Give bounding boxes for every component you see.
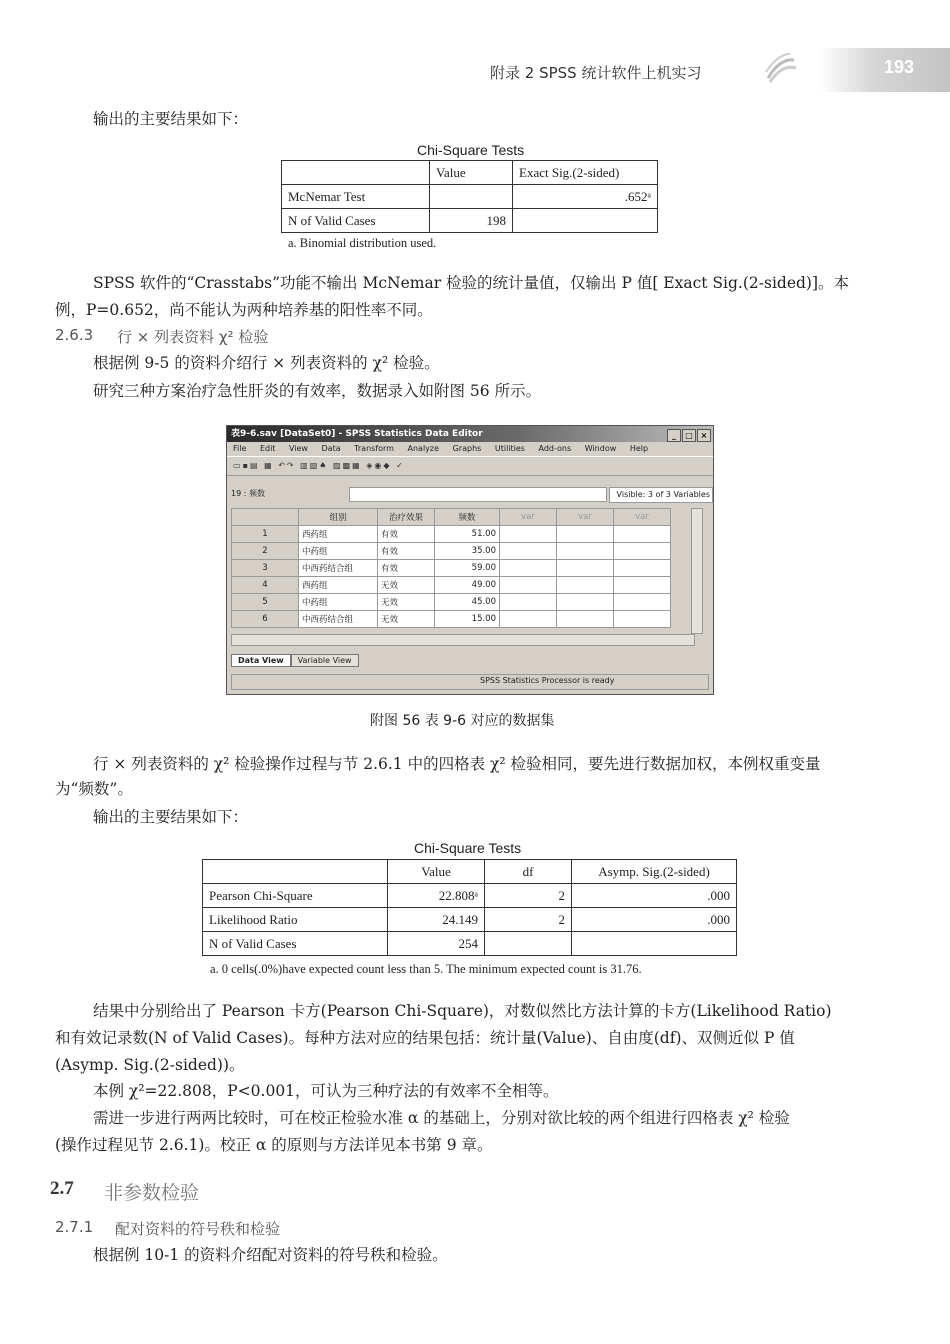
section-2-7-1-title: 配对资料的符号秩和检验: [115, 1220, 281, 1238]
running-header: 附录 2 SPSS 统计软件上机实习: [490, 64, 702, 82]
cell-frequency[interactable]: 59.00: [435, 560, 500, 577]
weight-cases-icon[interactable]: ▦: [352, 461, 362, 470]
table2-row-df: 2: [485, 908, 572, 932]
open-icon[interactable]: ▭: [233, 461, 243, 470]
table2-caption: Chi-Square Tests: [414, 840, 522, 856]
menu-edit[interactable]: Edit: [259, 444, 276, 453]
cell-editor-input[interactable]: [349, 487, 607, 502]
column-header[interactable]: 治疗效果: [378, 509, 435, 526]
cell-reference: 19 : 频数: [231, 487, 349, 501]
table2-row-sig: .000: [572, 884, 737, 908]
split-file-icon[interactable]: ▩: [342, 461, 353, 470]
cell-empty[interactable]: [500, 560, 557, 577]
row-number[interactable]: 6: [232, 611, 299, 628]
redo-icon[interactable]: ↷: [286, 461, 296, 470]
table2-row-df: [485, 932, 572, 956]
minimize-icon[interactable]: _: [667, 429, 681, 442]
section-2-6-3-number: 2.6.3: [55, 326, 94, 344]
menu-transform[interactable]: Transform: [354, 444, 394, 453]
table1-row-value: 198: [430, 209, 513, 233]
table1-header-empty: [282, 161, 430, 185]
cell-group[interactable]: 中西药结合组: [299, 560, 378, 577]
table2-row-value: 22.808ᵃ: [388, 884, 485, 908]
paragraph-line: 和有效记录数(N of Valid Cases)。每种方法对应的结果包括：统计量(Value)、自由度(df)、双侧近似 P 值: [55, 1029, 795, 1047]
table2-header-empty: [203, 860, 388, 884]
table1-header-value: Value: [430, 161, 513, 185]
cell-empty[interactable]: [557, 560, 614, 577]
table1-footnote: a. Binomial distribution used.: [288, 236, 437, 250]
visible-variables: Visible: 3 of 3 Variables: [609, 487, 713, 503]
table2-footnote: a. 0 cells(.0%)have expected count less than 5. The minimum expected count is 31.76.: [210, 962, 642, 976]
spss-data-editor-window: [226, 425, 714, 695]
table1-header-sig: Exact Sig.(2-sided): [513, 161, 658, 185]
menu-bar: [227, 442, 713, 456]
cell-group[interactable]: 西药组: [299, 526, 378, 543]
table-row: [232, 560, 671, 577]
cell-empty[interactable]: [614, 611, 671, 628]
cell-empty[interactable]: [557, 526, 614, 543]
paragraph-line: 本例 χ²=22.808，P<0.001，可认为三种疗法的有效率不全相等。: [93, 1082, 559, 1100]
vertical-scrollbar[interactable]: [691, 508, 703, 634]
cell-empty[interactable]: [614, 560, 671, 577]
table1-caption: Chi-Square Tests: [417, 142, 525, 158]
table1-row-label: N of Valid Cases: [282, 209, 430, 233]
window-titlebar: [227, 426, 713, 442]
cell-empty[interactable]: [614, 543, 671, 560]
paragraph-line: (Asymp. Sig.(2-sided))。: [55, 1056, 245, 1074]
paragraph-line: 研究三种方案治疗急性肝炎的有效率，数据录入如附图 56 所示。: [93, 382, 542, 400]
cell-frequency[interactable]: 35.00: [435, 543, 500, 560]
cell-frequency[interactable]: 49.00: [435, 577, 500, 594]
table2-row-df: 2: [485, 884, 572, 908]
menu-view[interactable]: View: [288, 444, 308, 453]
section-2-7-title: 非参数检验: [104, 1182, 200, 1204]
insert-case-icon[interactable]: ▨: [333, 461, 343, 470]
toolbar: [227, 456, 713, 476]
row-number[interactable]: 1: [232, 526, 299, 543]
cell-empty[interactable]: [557, 577, 614, 594]
grid-corner: [232, 509, 299, 526]
table2-row-label: Likelihood Ratio: [203, 908, 388, 932]
cell-effect[interactable]: 无效: [378, 577, 435, 594]
menu-file[interactable]: File: [233, 444, 247, 453]
cell-empty[interactable]: [500, 611, 557, 628]
paragraph-line: (操作过程见节 2.6.1)。校正 α 的原则与方法详见本书第 9 章。: [55, 1136, 493, 1154]
section-2-7-number: 2.7: [50, 1178, 74, 1199]
cell-empty[interactable]: [500, 526, 557, 543]
use-sets-icon[interactable]: ◉: [374, 461, 384, 470]
cell-effect[interactable]: 无效: [378, 594, 435, 611]
undo-icon[interactable]: ↶: [278, 461, 287, 470]
spelling-icon[interactable]: ◆: [383, 461, 392, 470]
status-text: SPSS Statistics Processor is ready: [480, 676, 615, 685]
paragraph-line: 结果中分别给出了 Pearson 卡方(Pearson Chi-Square)，对数似然比方法计算的卡方(Likelihood Ratio): [93, 1002, 832, 1020]
paragraph-line: 例，P=0.652，尚不能认为两种培养基的阳性率不同。: [55, 301, 433, 319]
cell-empty[interactable]: [500, 543, 557, 560]
table2-header-sig: Asymp. Sig.(2-sided): [572, 860, 737, 884]
cell-group[interactable]: 中药组: [299, 594, 378, 611]
paragraph-line: 根据例 9-5 的资料介绍行 × 列表资料的 χ² 检验。: [93, 354, 440, 372]
menu-window[interactable]: Window: [584, 444, 617, 453]
column-header[interactable]: 频数: [435, 509, 500, 526]
menu-graphs[interactable]: Graphs: [452, 444, 482, 453]
table1: [281, 160, 658, 233]
dialog-recall-icon[interactable]: ▦: [264, 461, 274, 470]
column-header[interactable]: var: [557, 509, 614, 526]
window-title: 表9-6.sav [DataSet0] - SPSS Statistics Data Editor: [231, 429, 483, 439]
goto-case-icon[interactable]: ▥: [300, 461, 310, 470]
script-icon[interactable]: ✓: [396, 461, 405, 470]
row-number[interactable]: 5: [232, 594, 299, 611]
table-row: [232, 594, 671, 611]
table1-row-sig: .652ᵃ: [513, 185, 658, 209]
table2-row-value: 24.149: [388, 908, 485, 932]
menu-data[interactable]: Data: [321, 444, 341, 453]
print-icon[interactable]: ▤: [249, 461, 260, 470]
cell-empty[interactable]: [557, 543, 614, 560]
tab-variable-view[interactable]: Variable View: [291, 654, 359, 667]
table-row: [232, 611, 671, 628]
cell-frequency[interactable]: 45.00: [435, 594, 500, 611]
data-grid: [231, 508, 701, 628]
cell-effect[interactable]: 有效: [378, 526, 435, 543]
menu-utilities[interactable]: Utilities: [494, 444, 525, 453]
paragraph-line: SPSS 软件的“Crasstabs”功能不输出 McNemar 检验的统计量值，仅输出 P 值[ Exact Sig.(2-sided)]。本: [93, 274, 850, 292]
table2-row-label: Pearson Chi-Square: [203, 884, 388, 908]
table2-row-sig: .000: [572, 908, 737, 932]
maximize-icon[interactable]: □: [682, 429, 696, 442]
cell-group[interactable]: 中药组: [299, 543, 378, 560]
menu-help[interactable]: Help: [629, 444, 649, 453]
close-icon[interactable]: ×: [697, 429, 711, 442]
table2-row-label: N of Valid Cases: [203, 932, 388, 956]
cell-empty[interactable]: [614, 577, 671, 594]
intro-text: 输出的主要结果如下：: [93, 808, 249, 826]
section-2-6-3-title: 行 × 列表资料 χ² 检验: [117, 328, 269, 346]
table2-header-df: df: [485, 860, 572, 884]
cell-effect[interactable]: 有效: [378, 560, 435, 577]
variables-icon[interactable]: ▧: [309, 461, 320, 470]
menu-analyze[interactable]: Analyze: [407, 444, 440, 453]
horizontal-scrollbar[interactable]: [231, 634, 695, 646]
publisher-logo-icon: [760, 48, 800, 88]
menu-addons[interactable]: Add-ons: [538, 444, 572, 453]
column-header[interactable]: var: [614, 509, 671, 526]
cell-empty[interactable]: [500, 577, 557, 594]
table2: [202, 859, 737, 956]
cell-empty[interactable]: [500, 594, 557, 611]
intro-text: 输出的主要结果如下：: [93, 110, 249, 128]
paragraph-line: 需进一步进行两两比较时，可在校正检验水准 α 的基础上，分别对欲比较的两个组进行四格表 χ² 检验: [93, 1109, 790, 1127]
paragraph-line: 行 × 列表资料的 χ² 检验操作过程与节 2.6.1 中的四格表 χ² 检验相同，要先进行数据加权，本例权重变量: [93, 755, 821, 773]
cell-empty[interactable]: [614, 526, 671, 543]
cell-empty[interactable]: [557, 594, 614, 611]
table1-row-value: [430, 185, 513, 209]
paragraph-line: 为“频数”。: [55, 780, 133, 798]
cell-group[interactable]: 中西药结合组: [299, 611, 378, 628]
cell-effect[interactable]: 无效: [378, 611, 435, 628]
figure-caption: 附图 56 表 9-6 对应的数据集: [370, 713, 555, 729]
cell-group[interactable]: 西药组: [299, 577, 378, 594]
row-number[interactable]: 4: [232, 577, 299, 594]
cell-effect[interactable]: 有效: [378, 543, 435, 560]
table-row: [232, 543, 671, 560]
column-header[interactable]: 组别: [299, 509, 378, 526]
find-icon[interactable]: ♠: [319, 461, 329, 470]
table1-row-label: McNemar Test: [282, 185, 430, 209]
cell-empty[interactable]: [614, 594, 671, 611]
table-row: [232, 577, 671, 594]
column-header[interactable]: var: [500, 509, 557, 526]
tab-data-view[interactable]: Data View: [231, 654, 291, 667]
table-row: [232, 526, 671, 543]
table2-row-sig: [572, 932, 737, 956]
table1-row-sig: [513, 209, 658, 233]
paragraph-line: 根据例 10-1 的资料介绍配对资料的符号秩和检验。: [93, 1246, 448, 1264]
table2-header-value: Value: [388, 860, 485, 884]
view-tabs: [231, 654, 359, 667]
row-number[interactable]: 2: [232, 543, 299, 560]
row-number[interactable]: 3: [232, 560, 299, 577]
cell-empty[interactable]: [557, 611, 614, 628]
page-number: 193: [884, 57, 915, 77]
save-icon[interactable]: ▪: [242, 461, 250, 470]
value-labels-icon[interactable]: ◈: [366, 461, 375, 470]
section-2-7-1-number: 2.7.1: [55, 1218, 94, 1236]
table2-row-value: 254: [388, 932, 485, 956]
status-bar: [231, 674, 709, 690]
cell-frequency[interactable]: 15.00: [435, 611, 500, 628]
cell-frequency[interactable]: 51.00: [435, 526, 500, 543]
